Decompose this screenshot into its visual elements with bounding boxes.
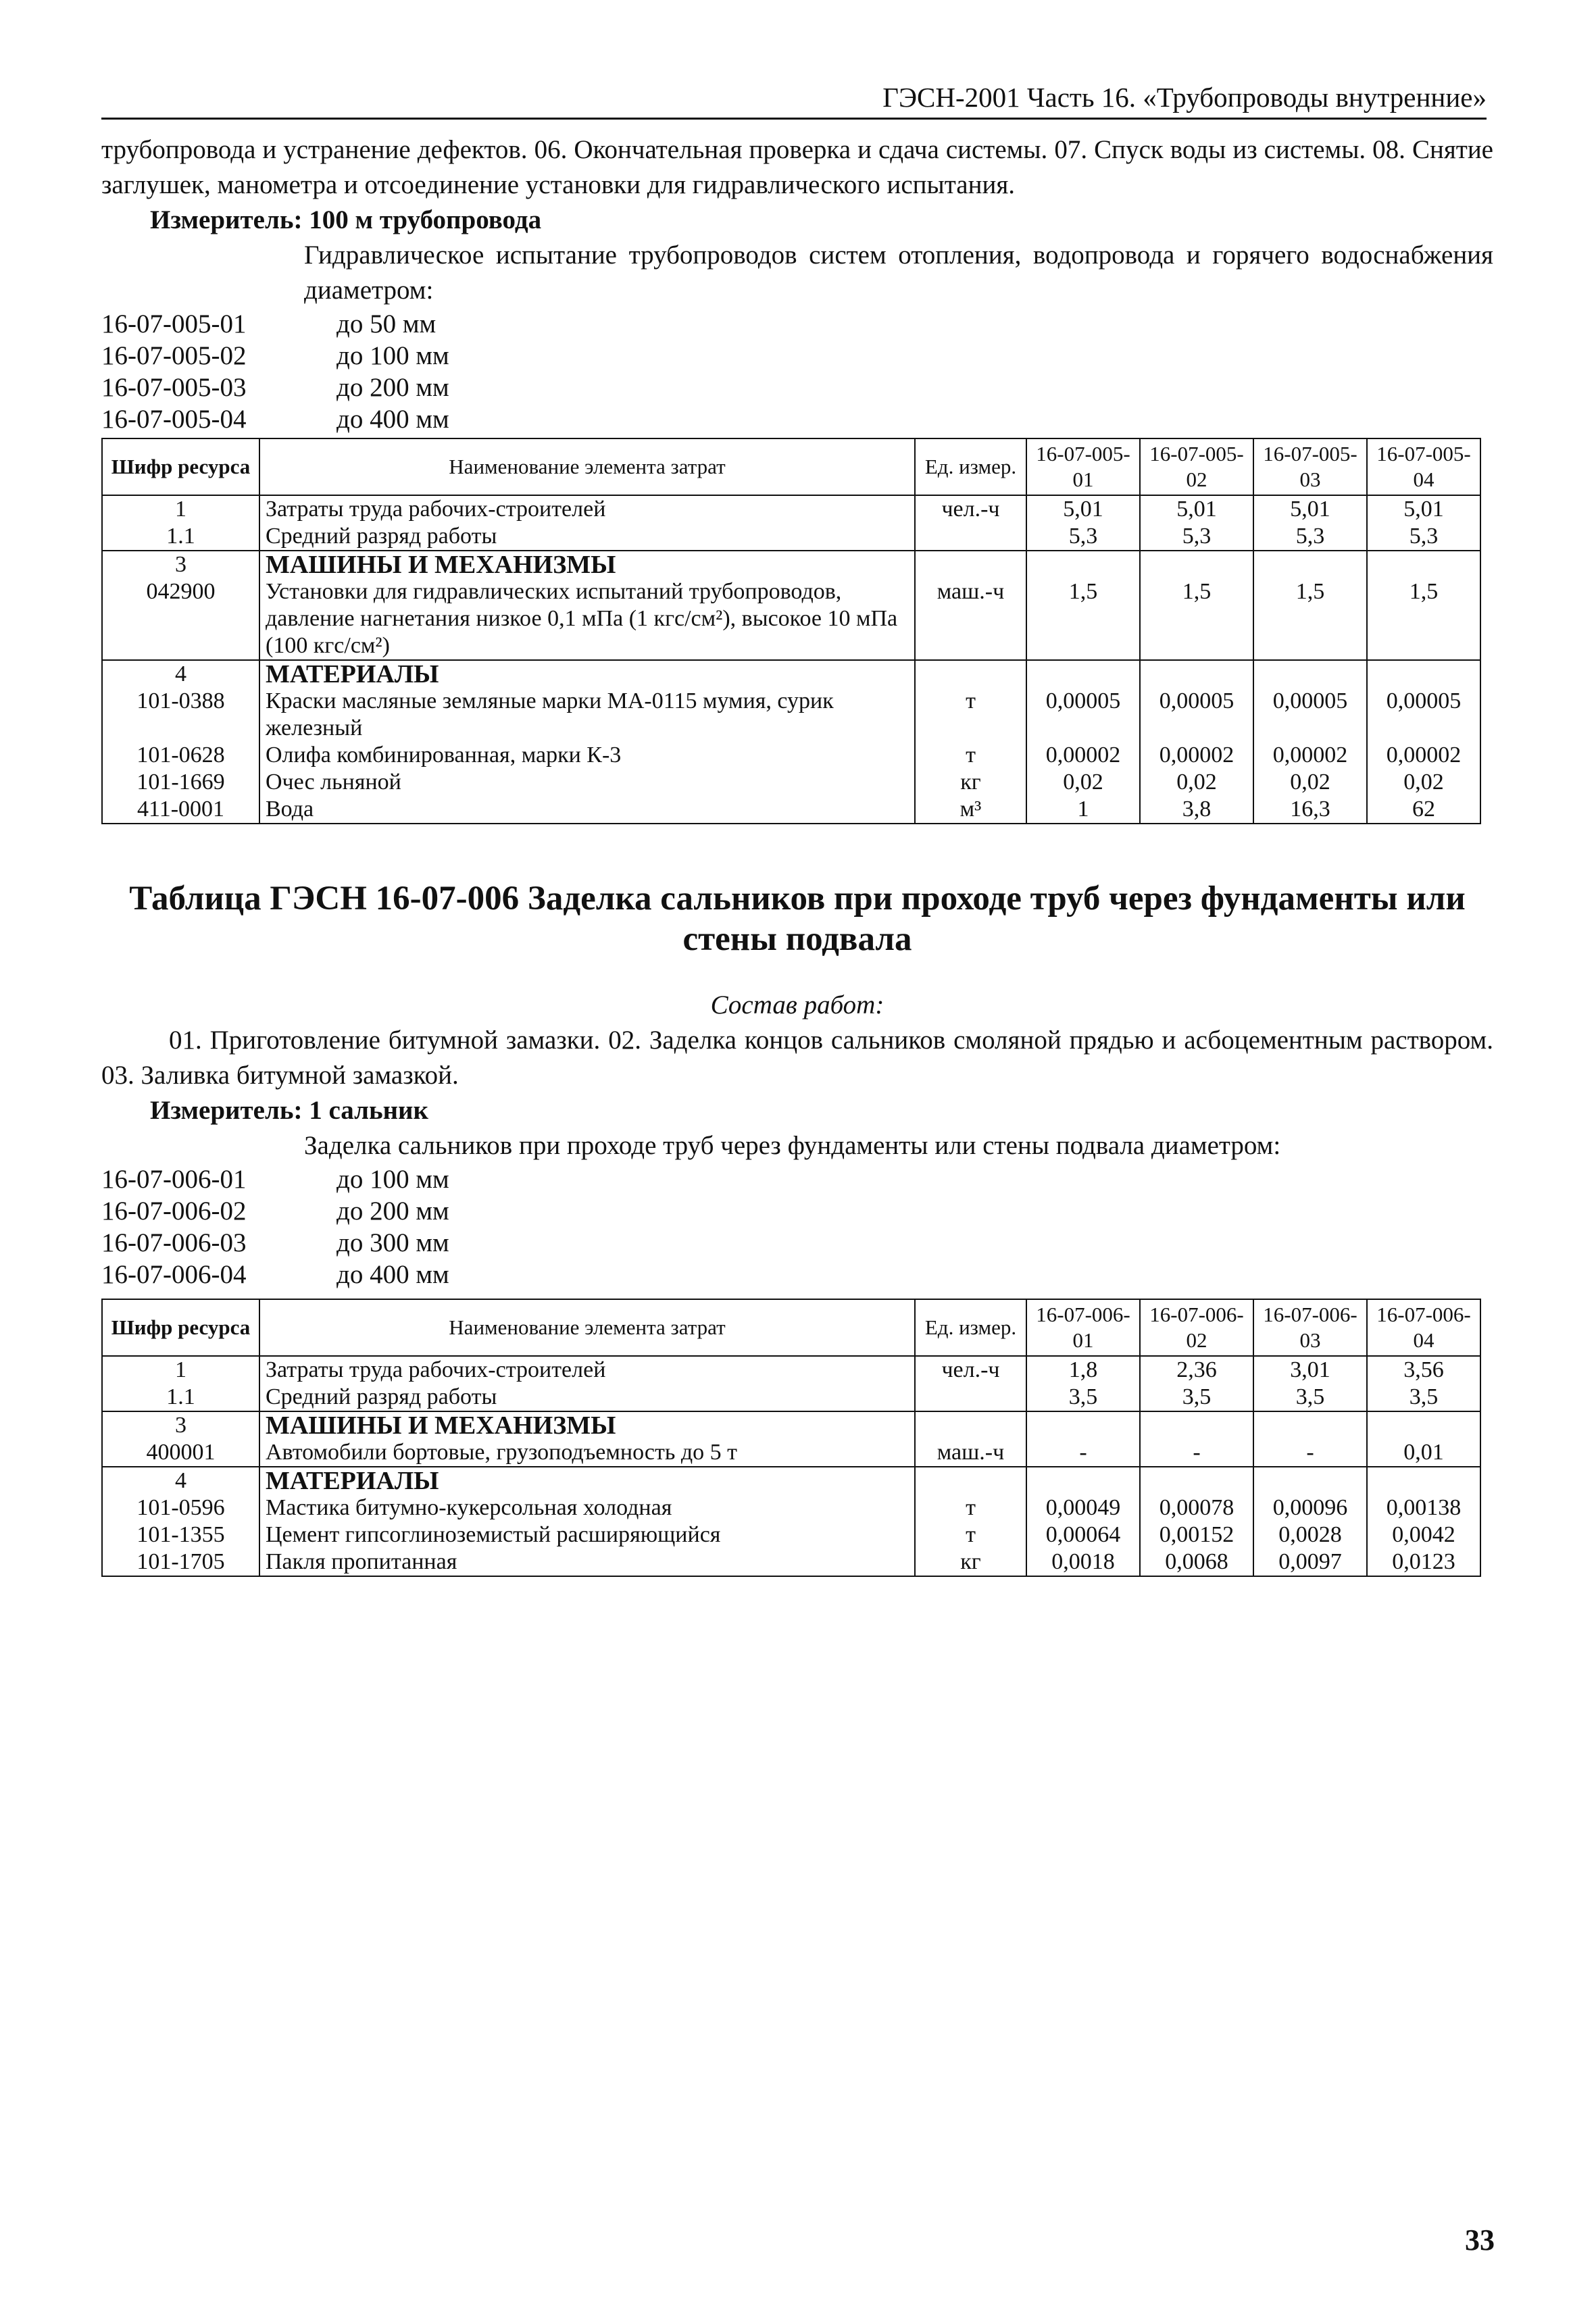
norm-codes <box>101 308 1493 435</box>
cell-value: 16,3 <box>1253 796 1367 824</box>
cell-code: 101-0388 <box>102 688 259 742</box>
cell-code: 1 <box>102 495 259 523</box>
cell-name: Вода <box>259 796 915 824</box>
cell-value: 0,00002 <box>1026 742 1140 769</box>
cell-unit: маш.-ч <box>915 578 1026 660</box>
cell-unit <box>915 1467 1026 1494</box>
norm-range: до 400 мм <box>336 405 449 434</box>
measure-label: Измеритель: <box>150 1096 303 1125</box>
norm-code: 16-07-006-03 <box>101 1228 247 1257</box>
cell-value: 5,01 <box>1140 495 1253 523</box>
cell-value: 0,0042 <box>1367 1521 1480 1549</box>
cell-value: 62 <box>1367 796 1480 824</box>
measure-line <box>101 1093 1493 1128</box>
cell-value: 3,5 <box>1253 1384 1367 1411</box>
table-header-row <box>102 438 1480 495</box>
measure-label: Измеритель: <box>150 205 303 234</box>
cell-code: 042900 <box>102 578 259 660</box>
table-row <box>102 578 1480 660</box>
cell-unit <box>915 523 1026 551</box>
cell-value <box>1367 551 1480 578</box>
page-number: 33 <box>1465 2223 1495 2257</box>
composition-text: 01. Приготовление битумной замазки. 02. Заделка концов сальников смоляной прядью и асбоцементным раствором. 03. Заливка битумной замазкой. <box>101 1026 1493 1090</box>
norm-range: до 100 мм <box>336 1165 449 1194</box>
cell-unit <box>915 551 1026 578</box>
cell-unit: маш.-ч <box>915 1439 1026 1467</box>
cell-value: 0,00064 <box>1026 1521 1140 1549</box>
cell-value: 5,3 <box>1253 523 1367 551</box>
cell-value <box>1140 660 1253 688</box>
cell-value: 0,0018 <box>1026 1549 1140 1576</box>
norm-range: до 200 мм <box>336 1197 449 1226</box>
cell-value: 0,00002 <box>1367 742 1480 769</box>
cell-value: 3,5 <box>1140 1384 1253 1411</box>
cell-unit: т <box>915 1521 1026 1549</box>
cell-value: 1,5 <box>1367 578 1480 660</box>
cell-value: 0,0028 <box>1253 1521 1367 1549</box>
norm-codes <box>101 1163 1493 1290</box>
cell-value: 0,00096 <box>1253 1494 1367 1521</box>
cell-name: Краски масляные земляные марки МА-0115 мумия, сурик железный <box>259 688 915 742</box>
cell-value: 3,01 <box>1253 1356 1367 1384</box>
table-row <box>102 1411 1480 1439</box>
cell-value: 5,01 <box>1253 495 1367 523</box>
cell-code: 4 <box>102 1467 259 1494</box>
norm-description: Гидравлическое испытание трубопроводов систем отопления, водопровода и горячего водоснабжения диаметром: <box>304 241 1493 305</box>
norm-code: 16-07-005-04 <box>101 405 247 434</box>
cell-value: 0,0097 <box>1253 1549 1367 1576</box>
cell-unit: кг <box>915 769 1026 796</box>
cell-name: Цемент гипсоглиноземистый расширяющийся <box>259 1521 915 1549</box>
cell-name: Средний разряд работы <box>259 523 915 551</box>
cell-value: 0,02 <box>1367 769 1480 796</box>
cell-code: 101-0628 <box>102 742 259 769</box>
cell-name: Установки для гидравлических испытаний трубопроводов, давление нагнетания низкое 0,1 мПа (1 кгс/см²), высокое 10 мПа (100 кгс/см²) <box>259 578 915 660</box>
cell-unit <box>915 660 1026 688</box>
cell-value <box>1140 1411 1253 1439</box>
cell-unit <box>915 1384 1026 1411</box>
col-header-name: Наименование элемента затрат <box>259 1299 915 1356</box>
cell-name: Средний разряд работы <box>259 1384 915 1411</box>
cell-value: 5,01 <box>1026 495 1140 523</box>
table-row <box>102 742 1480 769</box>
cell-code: 101-1705 <box>102 1549 259 1576</box>
cell-value <box>1367 660 1480 688</box>
table-row <box>102 1384 1480 1411</box>
cell-name: МАТЕРИАЛЫ <box>259 1467 915 1494</box>
col-header-unit: Ед. измер. <box>915 438 1026 495</box>
cell-value: 0,00005 <box>1026 688 1140 742</box>
cell-unit: т <box>915 742 1026 769</box>
cell-value: 0,00078 <box>1140 1494 1253 1521</box>
cell-value: 0,02 <box>1026 769 1140 796</box>
works-continuation: трубопровода и устранение дефектов. 06. Окончательная проверка и сдача системы. 07. Спуск воды из системы. 08. Снятие заглушек, манометра и отсоединение установки для гидравлического испытания. <box>101 135 1493 199</box>
table-row <box>102 1494 1480 1521</box>
col-header-norm: 16-07-006-03 <box>1253 1299 1367 1356</box>
cell-value: 5,3 <box>1367 523 1480 551</box>
cell-value: - <box>1026 1439 1140 1467</box>
cell-name: МАШИНЫ И МЕХАНИЗМЫ <box>259 551 915 578</box>
table-row <box>102 523 1480 551</box>
section-1 <box>101 132 1493 435</box>
cell-value: 3,5 <box>1026 1384 1140 1411</box>
cell-code: 1.1 <box>102 1384 259 1411</box>
table-row <box>102 769 1480 796</box>
cell-value: 3,56 <box>1367 1356 1480 1384</box>
cell-value: 0,00138 <box>1367 1494 1480 1521</box>
resource-table-2 <box>101 1299 1481 1577</box>
cell-value <box>1140 1467 1253 1494</box>
norm-code: 16-07-006-01 <box>101 1165 247 1194</box>
norm-code: 16-07-005-02 <box>101 341 247 370</box>
cell-value: - <box>1253 1439 1367 1467</box>
cell-unit <box>915 1411 1026 1439</box>
cell-name: Олифа комбинированная, марки К-3 <box>259 742 915 769</box>
cell-code: 101-1669 <box>102 769 259 796</box>
cell-value: 0,02 <box>1140 769 1253 796</box>
cell-value: 1 <box>1026 796 1140 824</box>
cell-value: 0,02 <box>1253 769 1367 796</box>
cell-code: 1 <box>102 1356 259 1384</box>
norm-code-row <box>101 340 1493 372</box>
cell-value: 0,0068 <box>1140 1549 1253 1576</box>
cell-value: 0,00005 <box>1140 688 1253 742</box>
measure-line <box>101 203 1493 238</box>
table-row <box>102 796 1480 824</box>
cell-unit: т <box>915 688 1026 742</box>
cell-unit: м³ <box>915 796 1026 824</box>
norm-code: 16-07-005-01 <box>101 309 247 338</box>
cell-code: 101-0596 <box>102 1494 259 1521</box>
table-row <box>102 660 1480 688</box>
cell-value: 0,00049 <box>1026 1494 1140 1521</box>
cell-value: 1,8 <box>1026 1356 1140 1384</box>
cell-value <box>1253 1411 1367 1439</box>
norm-code-row <box>101 372 1493 403</box>
cell-value: 0,00005 <box>1253 688 1367 742</box>
table-header-row <box>102 1299 1480 1356</box>
cell-name: Мастика битумно-кукерсольная холодная <box>259 1494 915 1521</box>
col-header-name: Наименование элемента затрат <box>259 438 915 495</box>
resource-table-1 <box>101 438 1481 824</box>
norm-code-row <box>101 1195 1493 1227</box>
cell-value <box>1253 660 1367 688</box>
norm-code-row <box>101 308 1493 340</box>
cell-unit: чел.-ч <box>915 1356 1026 1384</box>
cell-value: 5,3 <box>1026 523 1140 551</box>
cell-value: 0,0123 <box>1367 1549 1480 1576</box>
cell-value <box>1026 660 1140 688</box>
norm-range: до 300 мм <box>336 1228 449 1257</box>
table-row <box>102 551 1480 578</box>
norm-code: 16-07-006-02 <box>101 1197 247 1226</box>
cell-name: МАТЕРИАЛЫ <box>259 660 915 688</box>
cell-code: 411-0001 <box>102 796 259 824</box>
cell-value: - <box>1140 1439 1253 1467</box>
table-row <box>102 1356 1480 1384</box>
cell-value: 0,00005 <box>1367 688 1480 742</box>
table-title: Таблица ГЭСН 16-07-006 Заделка сальников при проходе труб через фундаменты или стены подвала <box>129 880 1466 958</box>
cell-value: 1,5 <box>1253 578 1367 660</box>
cell-value <box>1026 1411 1140 1439</box>
table-row <box>102 1439 1480 1467</box>
cell-code: 1.1 <box>102 523 259 551</box>
page-header: ГЭСН-2001 Часть 16. «Трубопроводы внутренние» <box>101 80 1487 120</box>
col-header-norm: 16-07-006-04 <box>1367 1299 1480 1356</box>
col-header-code: Шифр ресурса <box>102 1299 259 1356</box>
cell-name: Затраты труда рабочих-строителей <box>259 495 915 523</box>
cell-unit: чел.-ч <box>915 495 1026 523</box>
cell-name: МАШИНЫ И МЕХАНИЗМЫ <box>259 1411 915 1439</box>
cell-unit: кг <box>915 1549 1026 1576</box>
cell-name: Затраты труда рабочих-строителей <box>259 1356 915 1384</box>
table-row <box>102 1521 1480 1549</box>
norm-code-row <box>101 1163 1493 1195</box>
cell-value <box>1367 1411 1480 1439</box>
norm-range: до 50 мм <box>336 309 437 338</box>
norm-code-row <box>101 1259 1493 1290</box>
cell-value <box>1367 1467 1480 1494</box>
cell-value <box>1026 551 1140 578</box>
col-header-norm: 16-07-005-03 <box>1253 438 1367 495</box>
norm-description: Заделка сальников при проходе труб через фундаменты или стены подвала диаметром: <box>304 1131 1281 1160</box>
norm-code: 16-07-006-04 <box>101 1260 247 1289</box>
cell-code: 3 <box>102 1411 259 1439</box>
section-2 <box>101 988 1493 1290</box>
cell-code: 3 <box>102 551 259 578</box>
col-header-code: Шифр ресурса <box>102 438 259 495</box>
cell-name: Пакля пропитанная <box>259 1549 915 1576</box>
cell-code: 400001 <box>102 1439 259 1467</box>
table-row <box>102 1467 1480 1494</box>
cell-value <box>1140 551 1253 578</box>
norm-range: до 400 мм <box>336 1260 449 1289</box>
col-header-norm: 16-07-005-02 <box>1140 438 1253 495</box>
cell-value: 5,3 <box>1140 523 1253 551</box>
col-header-norm: 16-07-006-01 <box>1026 1299 1140 1356</box>
cell-value <box>1253 1467 1367 1494</box>
table-row <box>102 1549 1480 1576</box>
table-row <box>102 688 1480 742</box>
cell-value: 0,00002 <box>1140 742 1253 769</box>
cell-value: 3,8 <box>1140 796 1253 824</box>
measure-value: 100 м трубопровода <box>309 205 542 234</box>
col-header-norm: 16-07-005-04 <box>1367 438 1480 495</box>
norm-code-row <box>101 1227 1493 1259</box>
cell-value <box>1026 1467 1140 1494</box>
cell-value: 1,5 <box>1140 578 1253 660</box>
table-row <box>102 495 1480 523</box>
norm-code: 16-07-005-03 <box>101 373 247 402</box>
col-header-norm: 16-07-005-01 <box>1026 438 1140 495</box>
norm-code-row <box>101 403 1493 435</box>
col-header-unit: Ед. измер. <box>915 1299 1026 1356</box>
cell-value: 2,36 <box>1140 1356 1253 1384</box>
cell-code: 4 <box>102 660 259 688</box>
cell-value: 0,00152 <box>1140 1521 1253 1549</box>
cell-value: 0,00002 <box>1253 742 1367 769</box>
cell-value: 0,01 <box>1367 1439 1480 1467</box>
cell-name: Очес льняной <box>259 769 915 796</box>
cell-value: 3,5 <box>1367 1384 1480 1411</box>
measure-value: 1 сальник <box>309 1096 428 1125</box>
composition-label: Состав работ: <box>710 990 884 1020</box>
cell-code: 101-1355 <box>102 1521 259 1549</box>
cell-value: 5,01 <box>1367 495 1480 523</box>
cell-name: Автомобили бортовые, грузоподъемность до 5 т <box>259 1439 915 1467</box>
norm-range: до 200 мм <box>336 373 449 402</box>
cell-unit: т <box>915 1494 1026 1521</box>
cell-value <box>1253 551 1367 578</box>
col-header-norm: 16-07-006-02 <box>1140 1299 1253 1356</box>
norm-range: до 100 мм <box>336 341 449 370</box>
cell-value: 1,5 <box>1026 578 1140 660</box>
